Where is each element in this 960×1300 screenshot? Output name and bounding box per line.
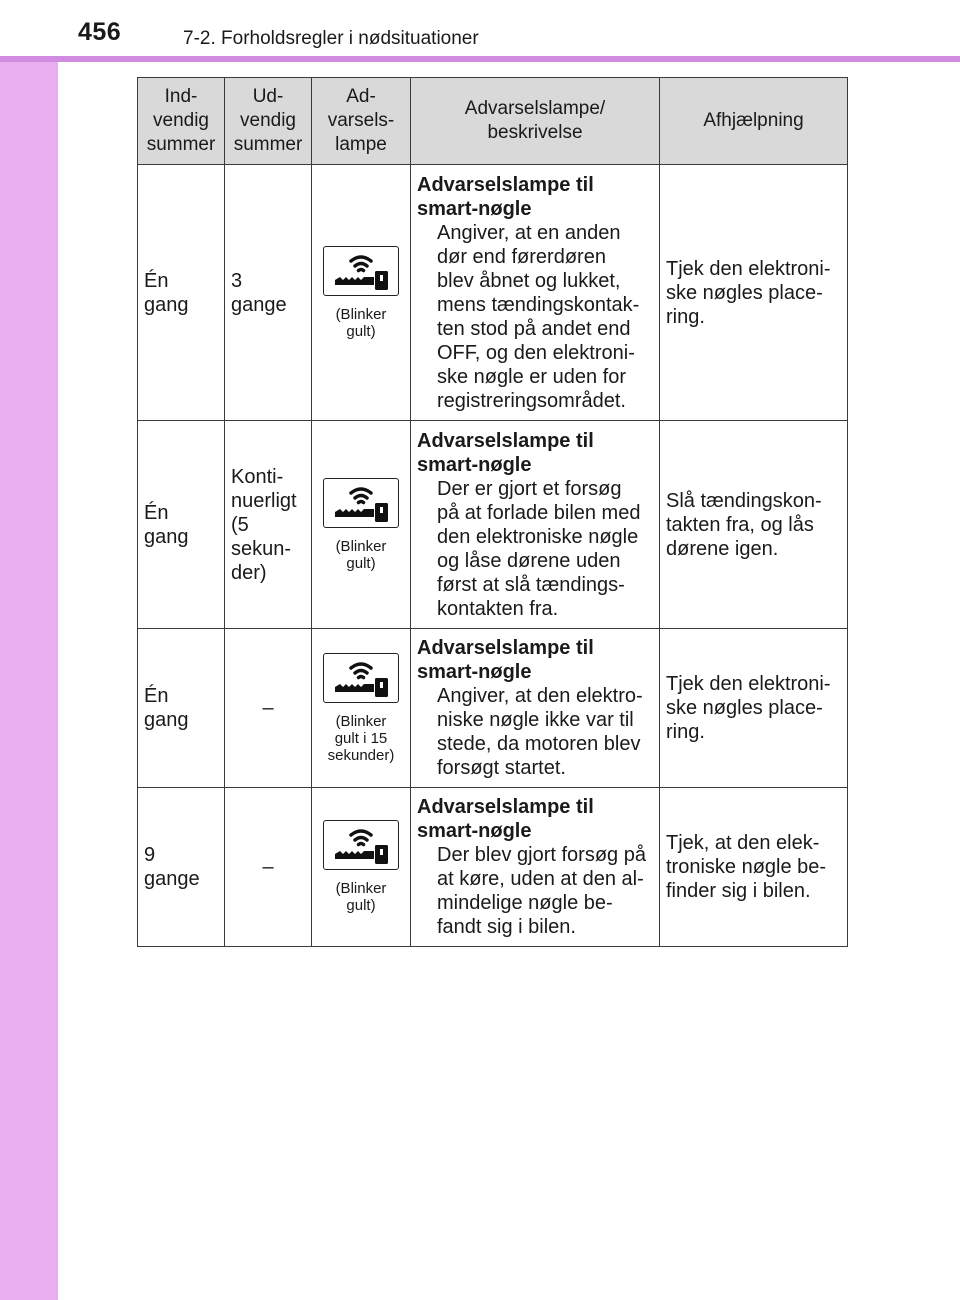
external-buzzer-cell: Konti- nuerligt (5 sekun- der) xyxy=(225,421,312,629)
page-header-band xyxy=(0,0,960,58)
remedy-cell: Tjek den elektroni- ske nøgles place- ring. xyxy=(660,629,848,788)
description-title: Advarselslampe til smart-nøgle xyxy=(417,429,594,476)
column-header-warning-lamp: Ad- varsels- lampe xyxy=(312,78,411,165)
internal-buzzer-cell: Én gang xyxy=(138,165,225,421)
header-rule xyxy=(0,56,960,62)
section-sidebar-tab xyxy=(0,0,58,1300)
description-cell xyxy=(411,165,660,421)
internal-buzzer-cell: 9 gange xyxy=(138,788,225,947)
remedy-cell: Tjek, at den elek- troniske nøgle be- finder sig i bilen. xyxy=(660,788,848,947)
smart-key-warning-icon xyxy=(323,478,399,528)
lamp-note: (Blinker gult) xyxy=(335,880,387,914)
smart-key-warning-icon xyxy=(323,820,399,870)
column-header-description: Advarselslampe/ beskrivelse xyxy=(411,78,660,165)
column-header-remedy: Afhjælpning xyxy=(660,78,848,165)
description-cell xyxy=(411,788,660,947)
description-cell xyxy=(411,421,660,629)
external-buzzer-cell: – xyxy=(225,629,312,788)
external-buzzer-cell: 3 gange xyxy=(225,165,312,421)
section-title: 7-2. Forholdsregler i nødsituationer xyxy=(183,28,479,49)
internal-buzzer-cell: Én gang xyxy=(138,421,225,629)
table-header-row xyxy=(138,78,848,165)
warning-lamp-cell xyxy=(312,629,411,788)
external-buzzer-cell: – xyxy=(225,788,312,947)
column-header-external-buzzer: Ud- vendig summer xyxy=(225,78,312,165)
page-number: 456 xyxy=(78,18,122,46)
indicator-table xyxy=(137,77,848,947)
table-row xyxy=(138,421,848,629)
lamp-note: (Blinker gult) xyxy=(335,305,387,340)
warning-lamp-cell xyxy=(312,165,411,421)
internal-buzzer-cell: Én gang xyxy=(138,629,225,788)
description-title: Advarselslampe til smart-nøgle xyxy=(417,173,594,220)
lamp-note: (Blinker gult i 15 sekunder) xyxy=(327,712,395,764)
remedy-cell: Slå tændingskon- takten fra, og lås dørene igen. xyxy=(660,421,848,629)
smart-key-warning-icon xyxy=(323,246,399,296)
remedy-cell: Tjek den elektroni- ske nøgles place- ring. xyxy=(660,165,848,421)
description-cell xyxy=(411,629,660,788)
warning-lamp-cell xyxy=(312,421,411,629)
description-body: Angiver, at en anden dør end førerdøren blev åbnet og lukket, mens tændingskontak- ten stod på andet end OFF, og den elektroni- ske nøgle er uden for registreringsområdet. xyxy=(437,221,640,412)
smart-key-warning-icon xyxy=(323,653,399,703)
table-row xyxy=(138,629,848,788)
warning-lamp-cell xyxy=(312,788,411,947)
description-title: Advarselslampe til smart-nøgle xyxy=(417,637,594,683)
table-row xyxy=(138,788,848,947)
description-title: Advarselslampe til smart-nøgle xyxy=(417,796,594,842)
description-body: Der er gjort et forsøg på at forlade bilen med den elektroniske nøgle og låse dørene uden først at slå tændings- kontakten fra. xyxy=(437,477,641,620)
table-row xyxy=(138,165,848,421)
column-header-internal-buzzer: Ind- vendig summer xyxy=(138,78,225,165)
description-body: Der blev gjort forsøg på at køre, uden at den al- mindelige nøgle be- fandt sig i bilen. xyxy=(437,844,646,938)
description-body: Angiver, at den elektro- niske nøgle ikke var til stede, da motoren blev forsøgt startet. xyxy=(437,685,643,779)
lamp-note: (Blinker gult) xyxy=(335,537,387,572)
